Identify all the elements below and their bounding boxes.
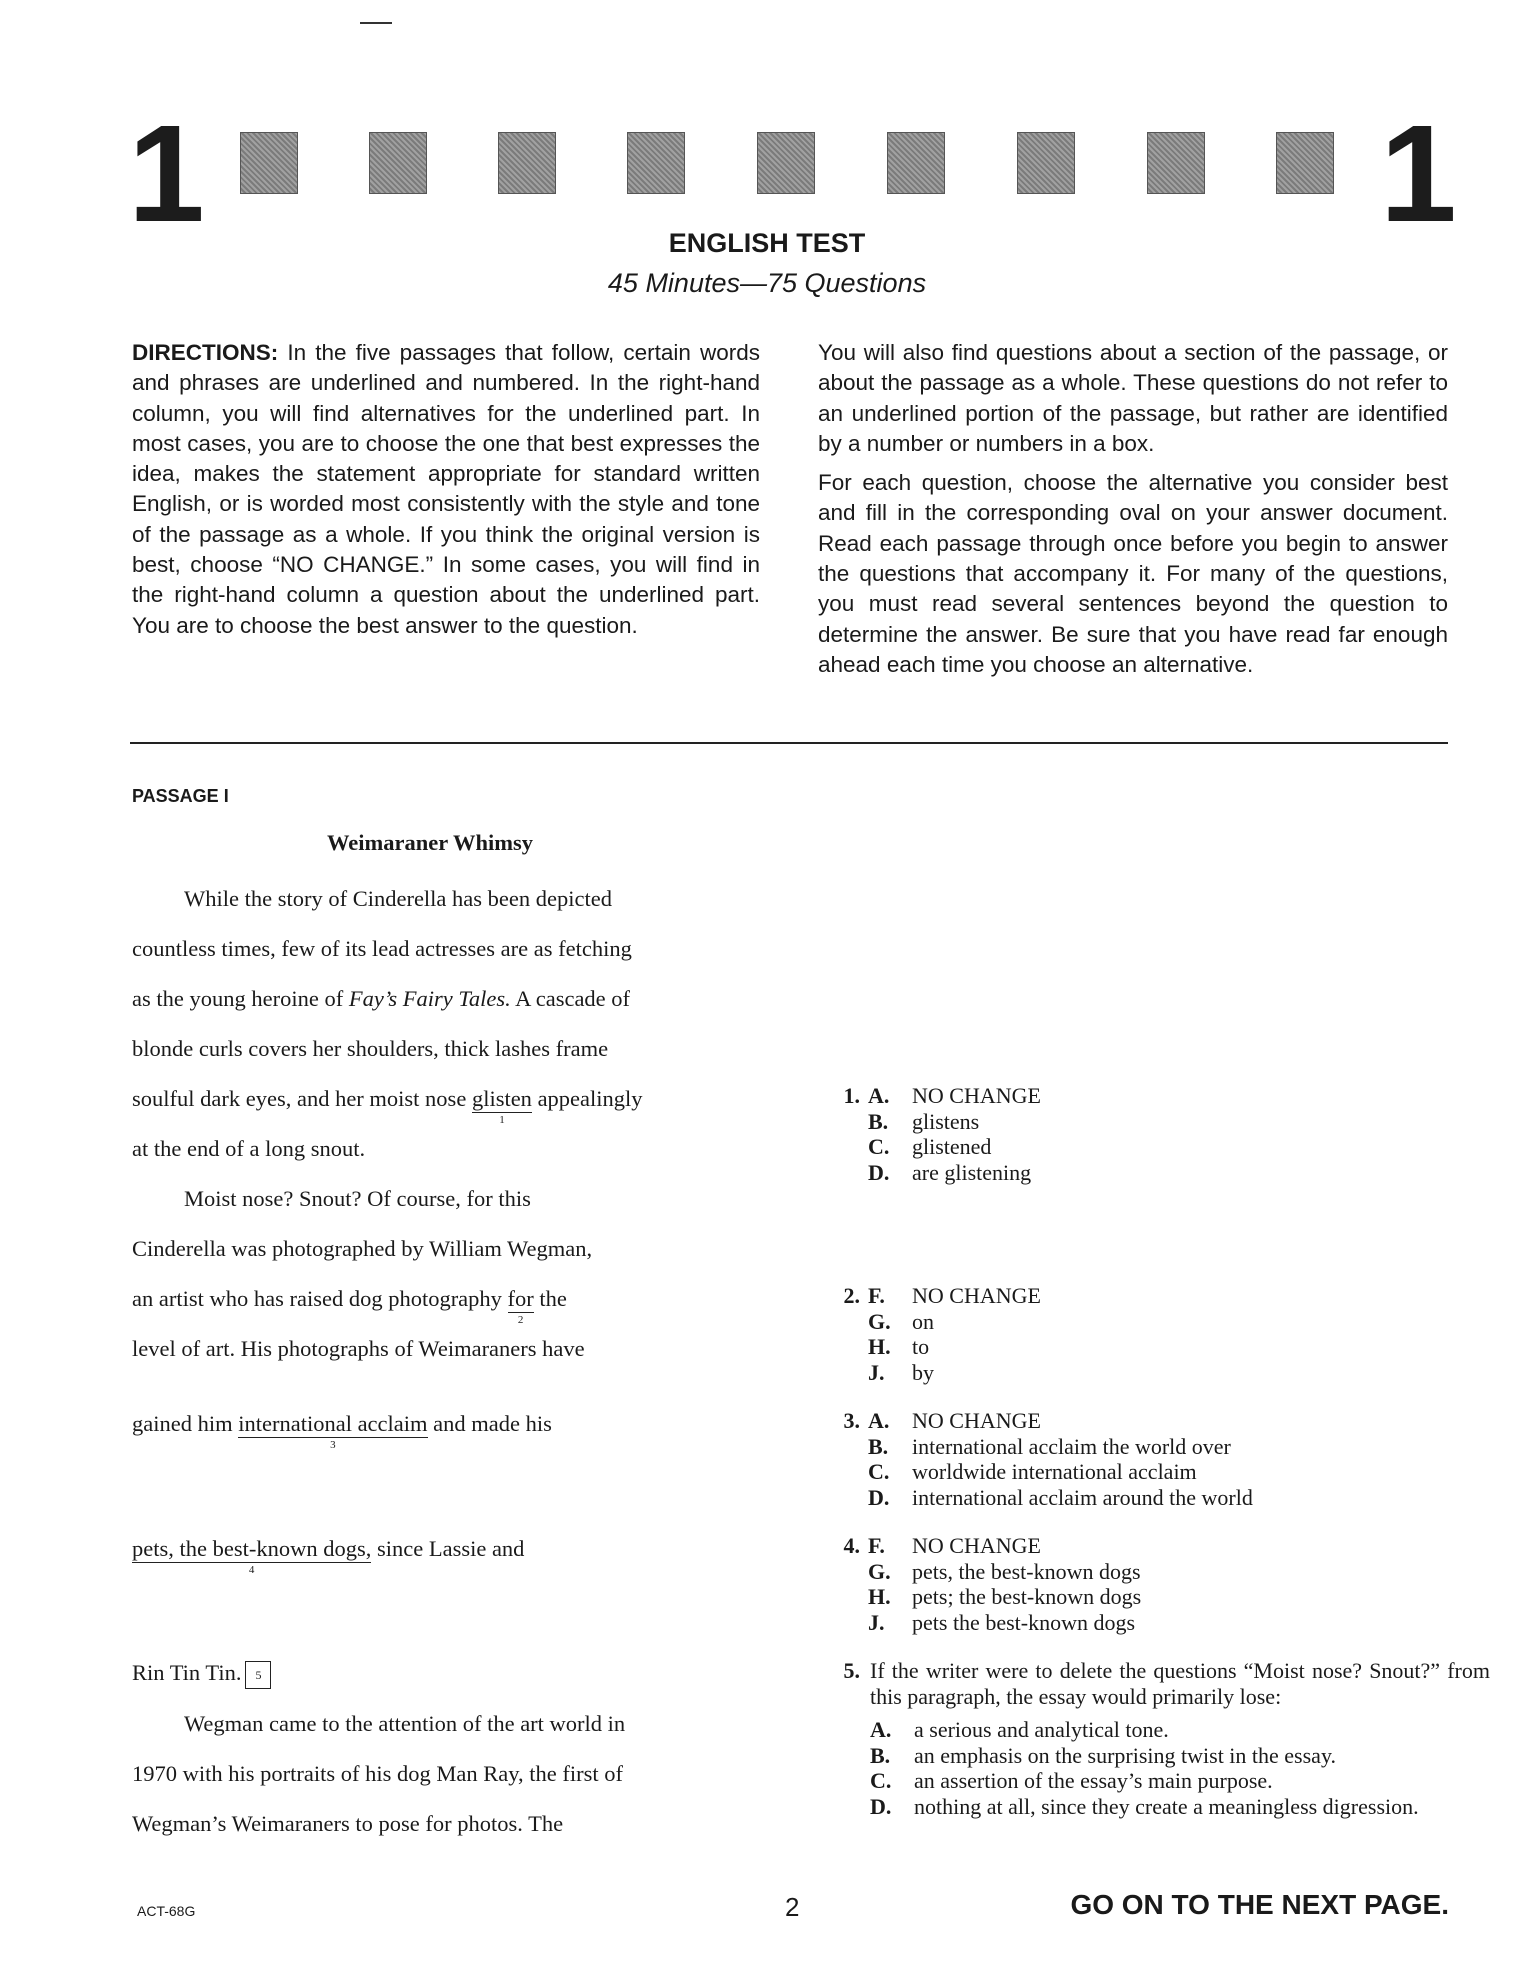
header-block (627, 132, 685, 194)
passage-line: Wegman’s Weimaraners to pose for photos. The (132, 1811, 564, 1836)
directions-paragraph: You will also find questions about a section of the passage, or about the passage as a whole. These questions do not refer to an underlined portion of the passage, but rather are identified by a number or numbers in a box. (818, 340, 1448, 456)
answer-option[interactable]: B. glistens (868, 1108, 980, 1134)
passage-label: PASSAGE I (132, 786, 229, 806)
answer-option[interactable]: A. NO CHANGE (868, 1083, 1041, 1108)
passage-line: Wegman came to the attention of the art world in (184, 1711, 626, 1736)
answer-option[interactable]: H. to (868, 1334, 930, 1359)
section-number-left: 1 (128, 97, 205, 251)
directions-right (818, 338, 1448, 689)
answer-option[interactable]: D. international acclaim around the world (868, 1484, 1253, 1510)
answer-option[interactable]: A. a serious and analytical tone. (870, 1717, 1169, 1742)
header-block (1147, 132, 1205, 194)
passage-line: Rin Tin Tin. 5 (132, 1660, 271, 1689)
passage-line: at the end of a long snout. (132, 1136, 366, 1161)
answer-option[interactable]: F. NO CHANGE (868, 1533, 1041, 1558)
question-5: 5. If the writer were to delete the questions “Moist nose? Snout?” from this paragraph, the essay would primarily lose: A. a serious and analytical tone. B. an emphasis on the surprising twist in the essay. C. an assertion of the essay’s main purpose. D. nothing at all, since they create a meaningless digression. (830, 1658, 1490, 1819)
header-block (887, 132, 945, 194)
underline-number: 2 (517, 1313, 524, 1326)
question-4: 4. F. NO CHANGE G. pets, the best-known dogs H. pets; the best-known dogs J. pets the best-known dogs (830, 1533, 1141, 1635)
answer-option[interactable]: D. nothing at all, since they create a meaningless digression. (870, 1793, 1419, 1819)
underlined-portion-4: pets, the best-known dogs, 4 (132, 1536, 372, 1576)
answer-option[interactable]: D. are glistening (868, 1159, 1032, 1185)
passage-line: pets, the best-known dogs, 4 since Lassie and (132, 1536, 525, 1576)
test-subtitle: 45 Minutes—75 Questions (607, 268, 927, 298)
answer-option[interactable]: C. an assertion of the essay’s main purpose. (870, 1768, 1273, 1793)
header-block (1276, 132, 1334, 194)
answer-option[interactable]: B. an emphasis on the surprising twist in the essay. (870, 1742, 1337, 1768)
passage-line: Cinderella was photographed by William Wegman, (132, 1236, 593, 1261)
answer-option[interactable]: G. on (868, 1308, 934, 1334)
underlined-portion-2: for 2 (507, 1286, 534, 1326)
passage-line: an artist who has raised dog photography for 2 the (132, 1286, 567, 1326)
question-2: 2. F. NO CHANGE G. on H. to J. by (830, 1283, 1041, 1385)
underlined-portion-1: glisten 1 (471, 1086, 532, 1126)
passage-line: soulful dark eyes, and her moist nose glisten 1 appealingly (132, 1086, 643, 1126)
question-stem: If the writer were to delete the questions “Moist nose? Snout?” from this paragraph, the essay would primarily lose: (870, 1658, 1490, 1709)
answer-option[interactable]: H. pets; the best-known dogs (868, 1584, 1142, 1609)
passage-line: While the story of Cinderella has been depicted (184, 886, 612, 911)
page-number: 2 (785, 1892, 800, 1922)
scan-mark (360, 22, 392, 24)
underline-number: 4 (248, 1563, 255, 1576)
question-1: 1. A. NO CHANGE B. glistens C. glistened D. are glistening (830, 1083, 1041, 1185)
answer-option[interactable]: A. NO CHANGE (868, 1408, 1041, 1433)
directions-text: In the five passages that follow, certain words and phrases are underlined and numbered. In the right-hand column, you will find alternatives for the underlined part. In most cases, you are to choose the one that best expresses the idea, makes the statement appropriate for standard written English, or is worded most consistently with the style and tone of the passage as a whole. If you think the original version is best, choose “NO CHANGE.” In some cases, you will find in the right-hand column a question about the underlined part. You are to choose the best answer to the question. (132, 340, 760, 638)
header-block (240, 132, 298, 194)
book-title: Fay’s Fairy Tales. (348, 986, 511, 1011)
passage-line: gained him international acclaim 3 and made his (132, 1411, 552, 1451)
answer-option[interactable]: B. international acclaim the world over (868, 1433, 1231, 1459)
header-block (1017, 132, 1075, 194)
passage-line: as the young heroine of Fay’s Fairy Tales. A cascade of (132, 986, 631, 1011)
section-number-right: 1 (1380, 97, 1457, 251)
underline-number: 3 (330, 1438, 336, 1451)
passage-title: Weimaraner Whimsy (327, 830, 534, 855)
answer-option[interactable]: C. glistened (868, 1134, 992, 1159)
directions-label: DIRECTIONS: (132, 340, 279, 365)
passage-line: countless times, few of its lead actresses are as fetching (132, 936, 632, 961)
header-block (757, 132, 815, 194)
passage-line: Moist nose? Snout? Of course, for this (184, 1186, 531, 1211)
directions-paragraph: For each question, choose the alternative you consider best and fill in the corresponding oval on your answer document. Read each passage through once before you begin to answer the questions that accompany it. For many of the questions, you must read several sentences beyond the question to determine the answer. Be sure that you have read far enough ahead each time you choose an alternative. (818, 470, 1448, 677)
directions-left (132, 338, 760, 650)
header-block (498, 132, 556, 194)
passage-line: 1970 with his portraits of his dog Man Ray, the first of (132, 1761, 623, 1786)
test-title: ENGLISH TEST (668, 228, 866, 258)
answer-option[interactable]: F. NO CHANGE (868, 1283, 1041, 1308)
form-code: ACT-68G (137, 1903, 196, 1919)
section-divider (130, 742, 1448, 744)
question-3: 3. A. NO CHANGE B. international acclaim the world over C. worldwide international acclaim D. international acclaim around the world (830, 1408, 1253, 1510)
answer-option[interactable]: J. by (868, 1359, 934, 1385)
answer-option[interactable]: G. pets, the best-known dogs (868, 1558, 1141, 1584)
underlined-portion-3: international acclaim 3 (238, 1411, 428, 1451)
header-block (369, 132, 427, 194)
passage-line: level of art. His photographs of Weimaraners have (132, 1336, 585, 1361)
answer-option[interactable]: J. pets the best-known dogs (868, 1609, 1136, 1635)
underline-number: 1 (499, 1113, 505, 1126)
question-box-5: 5 (245, 1661, 271, 1689)
continue-notice: GO ON TO THE NEXT PAGE. (1070, 1889, 1449, 1920)
passage-line: blonde curls covers her shoulders, thick lashes frame (132, 1036, 609, 1061)
answer-option[interactable]: C. worldwide international acclaim (868, 1459, 1197, 1484)
